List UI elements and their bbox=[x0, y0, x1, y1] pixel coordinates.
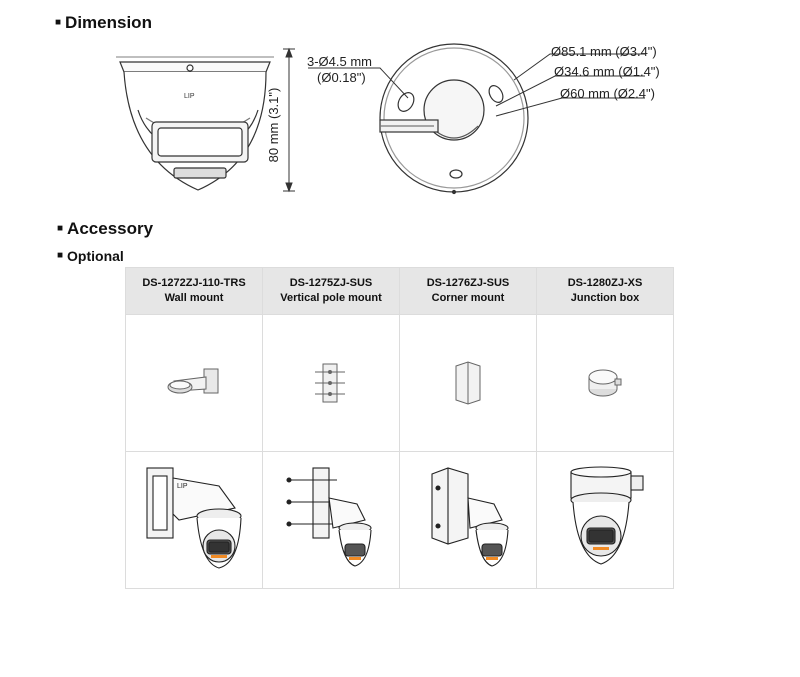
accessory-installed-cell bbox=[537, 452, 674, 589]
holes-dimension-label bbox=[307, 54, 372, 86]
accessory-name: Junction box bbox=[570, 292, 640, 304]
section-heading-accessory-text: Accessory bbox=[67, 219, 154, 238]
accessory-product-cell bbox=[537, 315, 674, 452]
accessory-model: DS-1272ZJ-110-TRS bbox=[142, 277, 246, 289]
height-dimension-label: 80 mm (3.1") bbox=[266, 87, 281, 163]
mid-diameter-label: Ø60 mm (Ø2.4") bbox=[560, 86, 655, 101]
accessory-name: Corner mount bbox=[431, 292, 505, 304]
accessory-product-row bbox=[126, 315, 674, 452]
junction-box-installed-image bbox=[555, 458, 655, 583]
accessory-installed-row bbox=[126, 452, 674, 589]
section-heading-dimension bbox=[55, 13, 152, 33]
outer-diameter-label: Ø85.1 mm (Ø3.4") bbox=[551, 44, 657, 59]
accessory-header-cell bbox=[263, 268, 400, 315]
camera-side-view-drawing bbox=[110, 40, 290, 200]
accessory-model: DS-1276ZJ-SUS bbox=[426, 277, 510, 289]
accessory-product-cell bbox=[263, 315, 400, 452]
wall-mount-installed-image bbox=[139, 458, 249, 583]
section-heading-accessory bbox=[57, 219, 153, 239]
accessory-header-cell bbox=[537, 268, 674, 315]
inner-diameter-label: Ø34.6 mm (Ø1.4") bbox=[554, 64, 660, 79]
svg-text:LIP: LIP bbox=[177, 482, 188, 490]
bullet-icon: ■ bbox=[57, 250, 64, 261]
accessory-model: DS-1280ZJ-XS bbox=[567, 277, 643, 289]
svg-text:LIP: LIP bbox=[184, 93, 195, 100]
corner-mount-installed-image bbox=[418, 458, 518, 583]
accessory-model: DS-1275ZJ-SUS bbox=[289, 277, 373, 289]
section-heading-dimension-text: Dimension bbox=[65, 13, 152, 32]
section-heading-optional-text: Optional bbox=[67, 248, 124, 264]
accessory-product-cell bbox=[400, 315, 537, 452]
accessory-table bbox=[125, 267, 674, 589]
wall-mount-image bbox=[164, 363, 224, 403]
bullet-icon: ■ bbox=[57, 223, 64, 234]
pole-mount-installed-image bbox=[281, 458, 381, 583]
accessory-installed-cell bbox=[126, 452, 263, 589]
accessory-header-row bbox=[126, 268, 674, 315]
section-heading-optional bbox=[57, 248, 124, 264]
pole-mount-image bbox=[311, 358, 351, 408]
corner-mount-image bbox=[448, 358, 488, 408]
accessory-name: Vertical pole mount bbox=[280, 292, 382, 304]
bullet-icon: ■ bbox=[55, 17, 62, 28]
junction-box-image bbox=[585, 363, 625, 403]
holes-dimension-line2: (Ø0.18") bbox=[317, 70, 366, 85]
accessory-product-cell bbox=[126, 315, 263, 452]
accessory-name: Wall mount bbox=[164, 292, 224, 304]
holes-dimension-line1: 3-Ø4.5 mm bbox=[307, 54, 373, 69]
accessory-installed-cell bbox=[263, 452, 400, 589]
accessory-header-cell bbox=[400, 268, 537, 315]
accessory-header-cell bbox=[126, 268, 263, 315]
accessory-installed-cell bbox=[400, 452, 537, 589]
